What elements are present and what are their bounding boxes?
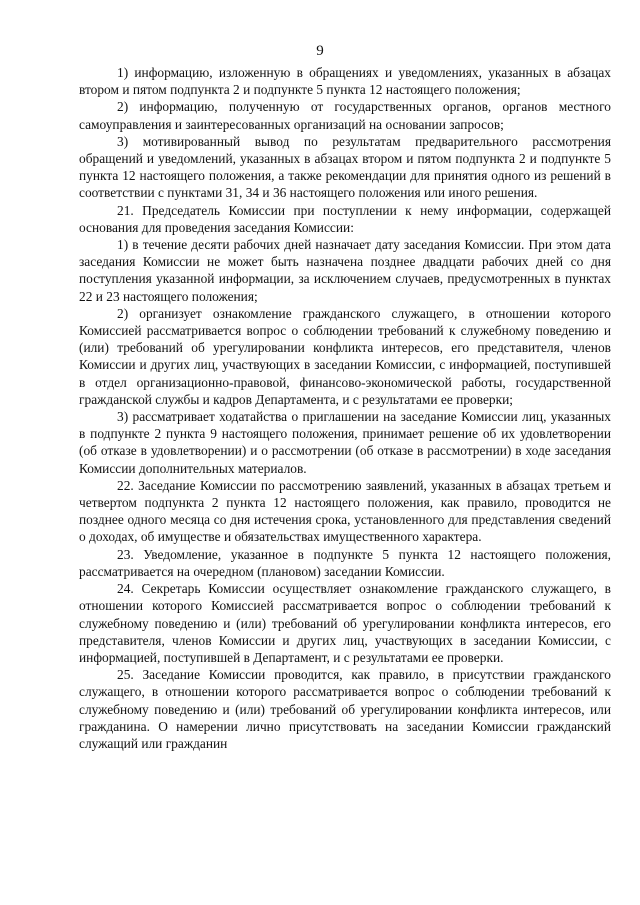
paragraph-21-1-meeting-date: 1) в течение десяти рабочих дней назначает дату заседания Комиссии. При этом дата заседания Комиссии не может быть назначена позднее двадцати рабочих дней со дня поступления указанной информации, за исключением случаев, предусмотренных в пунктах 22 и 23 настоящего положения;: [79, 237, 611, 304]
paragraph-25-meeting-presence: 25. Заседание Комиссии проводится, как правило, в присутствии гражданского служащего, в отношении которого рассматривается вопрос о соблюдении требований к служебному поведению и (или) требований об урегулировании конфликта интересов, или гражданина. О намерении лично присутствовать на заседании Комиссии гражданский служащий или гражданин: [79, 667, 611, 751]
paragraph-24-secretary: 24. Секретарь Комиссии осуществляет ознакомление гражданского служащего, в отношении которого Комиссией рассматривается вопрос о соблюдении требований к служебному поведению и (или) требований об урегулировании конфликта интересов, его представителя, членов Комиссии и других лиц, участвующих в заседании Комиссии, с информацией, поступившей в Департамент, и с результатами ее проверки.: [79, 581, 611, 665]
page-number: 9: [316, 43, 324, 59]
paragraph-23-notification: 23. Уведомление, указанное в подпункте 5 пункта 12 настоящего положения, рассматривается на очередном (плановом) заседании Комиссии.: [79, 546, 611, 579]
paragraph-item-2-information-from-authorities: 2) информацию, полученную от государственных органов, органов местного самоуправления и заинтересованных организаций на основании запросов;: [79, 99, 611, 132]
paragraph-21-3-petitions: 3) рассматривает ходатайства о приглашении на заседание Комиссии лиц, указанных в подпункте 2 пункта 9 настоящего положения, принимает решение об их удовлетворении (об отказе в удовлетворении) и о рассмотрении (об отказе в рассмотрении) в ходе заседания Комиссии дополнительных материалов.: [79, 409, 611, 476]
document-body: [79, 64, 611, 752]
paragraph-item-1-information-from-appeals: 1) информацию, изложенную в обращениях и уведомлениях, указанных в абзацах втором и пятом подпункта 2 и подпункте 5 пункта 12 настоящего положения;: [79, 65, 611, 98]
paragraph-21-2-familiarization: 2) организует ознакомление гражданского служащего, в отношении которого Комиссией рассматривается вопрос о соблюдении требований к служебному поведению и (или) требований об урегулировании конфликта интересов, его представителя, членов Комиссии и других лиц, участвующих в заседании Комиссии, с информацией, поступившей в отдел организационно-правовой, финансово-экономической работы, государственной гражданской службы и кадров Департамента, и с результатами ее проверки;: [79, 305, 611, 407]
paragraph-22-meeting-on-applications: 22. Заседание Комиссии по рассмотрению заявлений, указанных в абзацах третьем и четвертом подпункта 2 пункта 12 настоящего положения, как правило, проводится не позднее одного месяца со дня истечения срока, установленного для представления сведений о доходах, об имуществе и обязательствах имущественного характера.: [79, 477, 611, 545]
paragraph-item-3-reasoned-conclusion: 3) мотивированный вывод по результатам предварительного рассмотрения обращений и уведомлений, указанных в абзацах втором и пятом подпункта 2 и подпункте 5 пункта 12 настоящего положения, а также рекомендации для принятия одного из решений в соответствии с пунктами 31, 34 и 36 настоящего положения или иного решения.: [79, 133, 611, 201]
paragraph-21-chairman: 21. Председатель Комиссии при поступлении к нему информации, содержащей основания для проведения заседания Комиссии:: [79, 202, 611, 235]
